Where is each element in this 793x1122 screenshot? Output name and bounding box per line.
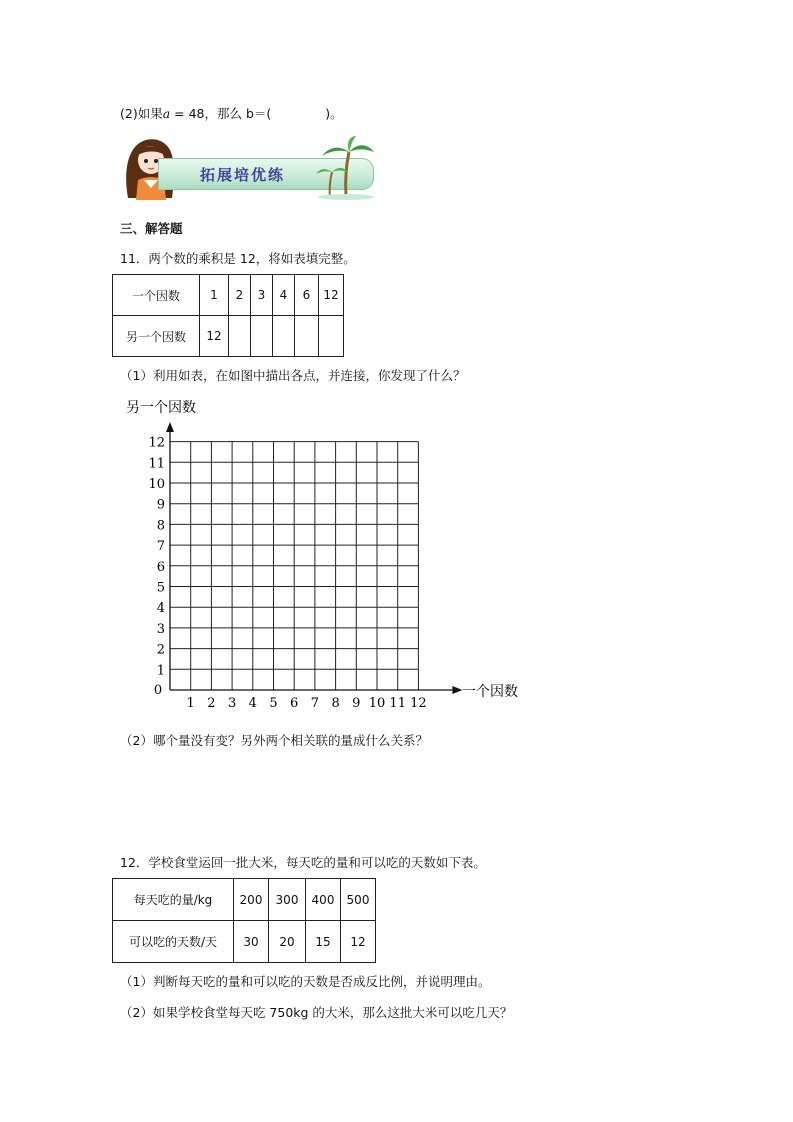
y-tick-label: 3 bbox=[156, 621, 165, 637]
q11-cell: 1 bbox=[200, 275, 229, 316]
q12-cell: 12 bbox=[341, 921, 376, 963]
q10-part2 bbox=[120, 104, 343, 122]
table-row bbox=[113, 275, 344, 316]
y-axis-arrow-icon bbox=[166, 422, 174, 432]
x-tick-label: 10 bbox=[368, 696, 386, 711]
q12-table bbox=[112, 878, 376, 963]
x-tick-label: 2 bbox=[207, 696, 216, 711]
x-axis-arrow-icon bbox=[452, 686, 462, 694]
q11-cell-blank[interactable] bbox=[273, 316, 295, 357]
q10-suffix: )。 bbox=[325, 106, 343, 121]
table-row bbox=[113, 879, 376, 921]
y-axis-label: 另一个因数 bbox=[126, 400, 196, 416]
y-tick-label: 1 bbox=[156, 663, 165, 679]
y-tick-label: 10 bbox=[148, 477, 165, 492]
q11-row2-label: 另一个因数 bbox=[113, 316, 200, 357]
banner bbox=[120, 136, 374, 200]
q11-sub2: （2）哪个量没有变？另外两个相关联的量成什么关系？ bbox=[120, 733, 428, 748]
q11-cell: 3 bbox=[251, 275, 273, 316]
q12-row1-label: 每天吃的量/kg bbox=[113, 879, 234, 921]
q11-sub1: （1）利用如表，在如图中描出各点，并连接，你发现了什么？ bbox=[120, 368, 466, 383]
factor-grid-chart bbox=[118, 392, 538, 722]
x-tick-label: 8 bbox=[331, 696, 340, 711]
q11-cell: 12 bbox=[200, 316, 229, 357]
q12-cell: 400 bbox=[306, 879, 341, 921]
q11-cell: 2 bbox=[229, 275, 251, 316]
x-tick-label: 5 bbox=[269, 696, 278, 711]
q12-cell: 200 bbox=[234, 879, 269, 921]
q11-cell-blank[interactable] bbox=[295, 316, 319, 357]
q12-cell: 30 bbox=[234, 921, 269, 963]
y-tick-label: 2 bbox=[156, 642, 165, 658]
q11-cell: 12 bbox=[319, 275, 344, 316]
origin-label: 0 bbox=[153, 683, 163, 698]
x-tick-label: 3 bbox=[227, 696, 237, 711]
q12-cell: 300 bbox=[269, 879, 306, 921]
x-tick-label: 11 bbox=[389, 696, 406, 711]
x-tick-label: 12 bbox=[410, 696, 427, 711]
q12-sub2: （2）如果学校食堂每天吃 750kg 的大米，那么这批大米可以吃几天？ bbox=[120, 1005, 513, 1020]
q12-cell: 20 bbox=[269, 921, 306, 963]
q11-stem: 11．两个数的乘积是 12，将如表填完整。 bbox=[120, 251, 356, 266]
y-tick-label: 7 bbox=[156, 539, 165, 555]
q11-row1-label: 一个因数 bbox=[113, 275, 200, 316]
x-tick-label: 7 bbox=[310, 696, 320, 711]
x-axis-label: 一个因数 bbox=[462, 684, 518, 700]
q12-sub1: （1）判断每天吃的量和可以吃的天数是否成反比例，并说明理由。 bbox=[120, 974, 491, 989]
q11-cell: 4 bbox=[273, 275, 295, 316]
x-tick-label: 1 bbox=[186, 696, 195, 711]
table-row bbox=[113, 921, 376, 963]
q11-cell-blank[interactable] bbox=[251, 316, 273, 357]
q11-cell: 6 bbox=[295, 275, 319, 316]
q10-eq: = 48，那么 b＝( bbox=[170, 106, 272, 121]
y-tick-label: 11 bbox=[148, 456, 165, 472]
y-tick-label: 12 bbox=[148, 435, 165, 451]
palm-tree-icon bbox=[316, 136, 376, 200]
q12-stem: 12．学校食堂运回一批大米，每天吃的量和可以吃的天数如下表。 bbox=[120, 855, 486, 870]
y-tick-label: 6 bbox=[156, 559, 165, 575]
chart-grid bbox=[170, 442, 418, 690]
x-tick-label: 6 bbox=[290, 696, 299, 711]
q12-cell: 15 bbox=[306, 921, 341, 963]
q11-table bbox=[112, 274, 344, 357]
x-tick-label: 9 bbox=[352, 696, 361, 711]
q10-prefix: (2)如果 bbox=[120, 106, 163, 121]
q11-cell-blank[interactable] bbox=[229, 316, 251, 357]
y-tick-label: 9 bbox=[156, 497, 165, 513]
x-tick-label: 4 bbox=[248, 696, 257, 711]
y-tick-label: 4 bbox=[156, 601, 165, 617]
table-row bbox=[113, 316, 344, 357]
y-tick-label: 5 bbox=[156, 580, 165, 596]
y-tick-label: 8 bbox=[156, 518, 165, 534]
banner-title: 拓展培优练 bbox=[200, 166, 286, 184]
q12-cell: 500 bbox=[341, 879, 376, 921]
q11-cell-blank[interactable] bbox=[319, 316, 344, 357]
section-title: 三、解答题 bbox=[120, 221, 183, 236]
q12-row2-label: 可以吃的天数/天 bbox=[113, 921, 234, 963]
q10-var-a: a bbox=[162, 106, 171, 121]
